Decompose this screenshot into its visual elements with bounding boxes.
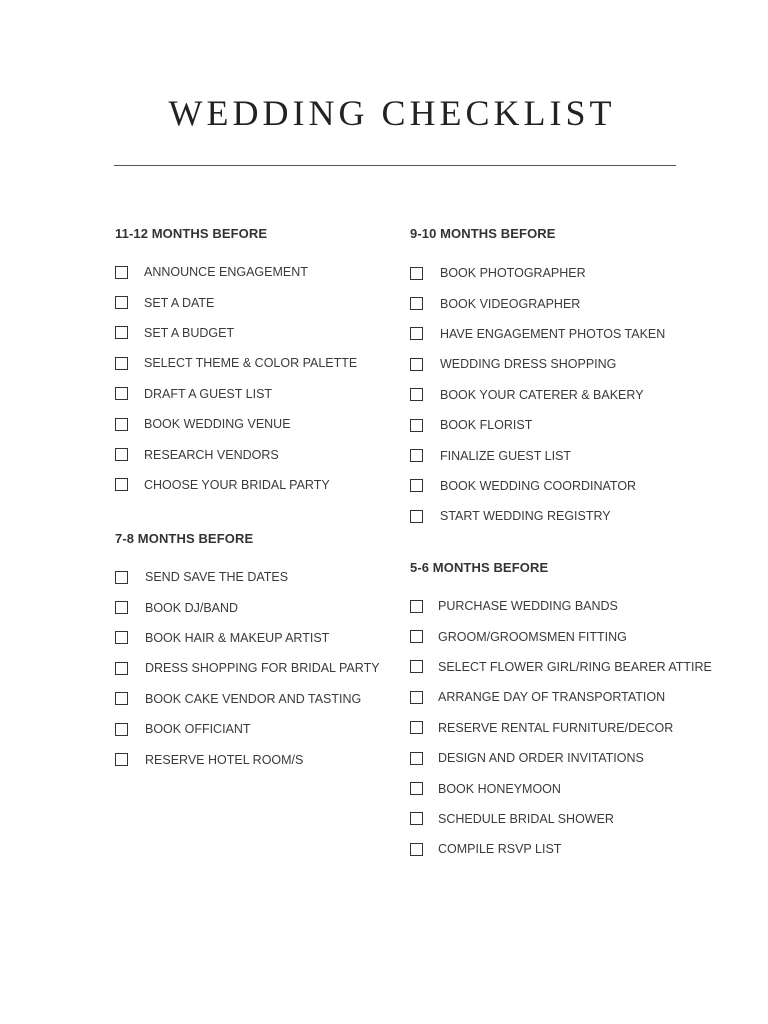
title-divider [114, 165, 676, 166]
checklist-item [115, 714, 380, 744]
checklist-item [410, 440, 665, 470]
checkbox[interactable] [410, 812, 423, 825]
checklist-item-label: GROOM/GROOMSMEN FITTING [438, 629, 627, 644]
checkbox[interactable] [115, 357, 128, 370]
checklist-item [410, 804, 712, 834]
checkbox[interactable] [115, 723, 128, 736]
checklist-item [115, 744, 380, 774]
checklist-item [410, 773, 712, 803]
checkbox[interactable] [410, 600, 423, 613]
checklist-item-label: CHOOSE YOUR BRIDAL PARTY [144, 477, 330, 492]
checklist-item-label: BOOK WEDDING VENUE [144, 417, 291, 432]
checkbox[interactable] [410, 358, 423, 371]
checkbox[interactable] [115, 692, 128, 705]
checklist-item-label: DESIGN AND ORDER INVITATIONS [438, 751, 644, 766]
checklist-item-label: BOOK HAIR & MAKEUP ARTIST [145, 630, 330, 645]
checkbox[interactable] [410, 691, 423, 704]
section-9-10-months [410, 226, 665, 532]
checklist [115, 562, 380, 775]
checklist-item [115, 318, 357, 348]
checkbox[interactable] [410, 752, 423, 765]
checkbox[interactable] [115, 326, 128, 339]
checklist-item [410, 319, 665, 349]
checkbox[interactable] [410, 419, 423, 432]
checklist-item-label: BOOK OFFICIANT [145, 722, 251, 737]
checkbox[interactable] [410, 510, 423, 523]
checklist-item [410, 834, 712, 864]
checklist-item-label: SELECT THEME & COLOR PALETTE [144, 356, 358, 371]
checklist-item [410, 743, 712, 773]
checklist-item [115, 379, 357, 409]
checklist-item [115, 623, 380, 653]
checklist-item [115, 592, 380, 622]
checkbox[interactable] [410, 782, 423, 795]
checklist-item-label: BOOK PHOTOGRAPHER [440, 266, 586, 281]
checkbox[interactable] [115, 387, 128, 400]
checklist-item [410, 380, 665, 410]
checklist-item [115, 348, 357, 378]
checkbox[interactable] [115, 266, 128, 279]
checklist-item-label: HAVE ENGAGEMENT PHOTOS TAKEN [440, 326, 666, 341]
checklist-item [410, 288, 665, 318]
checkbox[interactable] [115, 753, 128, 766]
checklist-item [115, 562, 380, 592]
checklist-item-label: ARRANGE DAY OF TRANSPORTATION [438, 690, 666, 705]
checkbox[interactable] [115, 448, 128, 461]
checklist-item-label: RESERVE HOTEL ROOM/S [145, 752, 304, 767]
checkbox[interactable] [410, 388, 423, 401]
checklist-item-label: RESEARCH VENDORS [144, 447, 279, 462]
section-heading: 9-10 MONTHS BEFORE [410, 226, 556, 241]
checklist-item-label: SCHEDULE BRIDAL SHOWER [438, 811, 614, 826]
checkbox[interactable] [410, 267, 423, 280]
checklist-item [115, 287, 357, 317]
checkbox[interactable] [410, 843, 423, 856]
checklist-item-label: RESERVE RENTAL FURNITURE/DECOR [438, 720, 674, 735]
checklist-item-label: ANNOUNCE ENGAGEMENT [144, 265, 308, 280]
checklist-item-label: BOOK FLORIST [440, 418, 533, 433]
checklist-item [410, 501, 665, 531]
checklist-item-label: START WEDDING REGISTRY [440, 509, 611, 524]
checklist-item [410, 471, 665, 501]
checklist [410, 258, 665, 532]
checkbox[interactable] [115, 571, 128, 584]
checklist-item-label: BOOK VIDEOGRAPHER [440, 296, 581, 311]
checklist-item [410, 713, 712, 743]
checkbox[interactable] [410, 630, 423, 643]
checklist-item [410, 349, 665, 379]
section-heading: 5-6 MONTHS BEFORE [410, 560, 549, 575]
checklist-item-label: BOOK YOUR CATERER & BAKERY [440, 387, 644, 402]
checkbox[interactable] [410, 721, 423, 734]
checkbox[interactable] [410, 479, 423, 492]
checkbox[interactable] [115, 418, 128, 431]
checklist-item [115, 470, 357, 500]
checklist [115, 257, 357, 500]
checklist-item-label: BOOK WEDDING COORDINATOR [440, 478, 637, 493]
checklist-item-label: SET A BUDGET [144, 325, 235, 340]
checklist [410, 591, 712, 865]
checkbox[interactable] [410, 327, 423, 340]
checkbox[interactable] [410, 449, 423, 462]
checkbox[interactable] [115, 296, 128, 309]
checklist-item [115, 653, 380, 683]
checklist-item [115, 257, 357, 287]
section-11-12-months [115, 226, 357, 500]
checklist-item [410, 682, 712, 712]
checklist-item-label: SEND SAVE THE DATES [145, 570, 289, 585]
checkbox[interactable] [410, 297, 423, 310]
section-heading: 7-8 MONTHS BEFORE [115, 531, 254, 546]
checklist-item-label: FINALIZE GUEST LIST [440, 448, 572, 463]
checklist-item-label: COMPILE RSVP LIST [438, 842, 562, 857]
checklist-item-label: BOOK DJ/BAND [145, 600, 239, 615]
checklist-item-label: DRAFT A GUEST LIST [144, 386, 273, 401]
checklist-item [410, 258, 665, 288]
checkbox[interactable] [115, 601, 128, 614]
checklist-item [115, 439, 357, 469]
checklist-item-label: WEDDING DRESS SHOPPING [440, 357, 617, 372]
checklist-item-label: SET A DATE [144, 295, 215, 310]
checklist-item [115, 409, 357, 439]
section-heading: 11-12 MONTHS BEFORE [115, 226, 268, 241]
checklist-item [410, 591, 712, 621]
checklist-item-label: BOOK CAKE VENDOR AND TASTING [145, 691, 362, 706]
page-title: WEDDING CHECKLIST [168, 93, 616, 133]
checklist-item [410, 410, 665, 440]
checkbox[interactable] [410, 660, 423, 673]
checklist-item [410, 621, 712, 651]
checklist-item-label: DRESS SHOPPING FOR BRIDAL PARTY [145, 661, 380, 676]
checkbox[interactable] [115, 478, 128, 491]
checklist-item [115, 684, 380, 714]
checkbox[interactable] [115, 631, 128, 644]
checklist-item-label: PURCHASE WEDDING BANDS [438, 599, 618, 614]
checklist-item-label: SELECT FLOWER GIRL/RING BEARER ATTIRE [438, 659, 712, 674]
checklist-item-label: BOOK HONEYMOON [438, 781, 561, 796]
section-5-6-months [410, 560, 712, 865]
checklist-item [410, 652, 712, 682]
checkbox[interactable] [115, 662, 128, 675]
section-7-8-months [115, 531, 380, 775]
